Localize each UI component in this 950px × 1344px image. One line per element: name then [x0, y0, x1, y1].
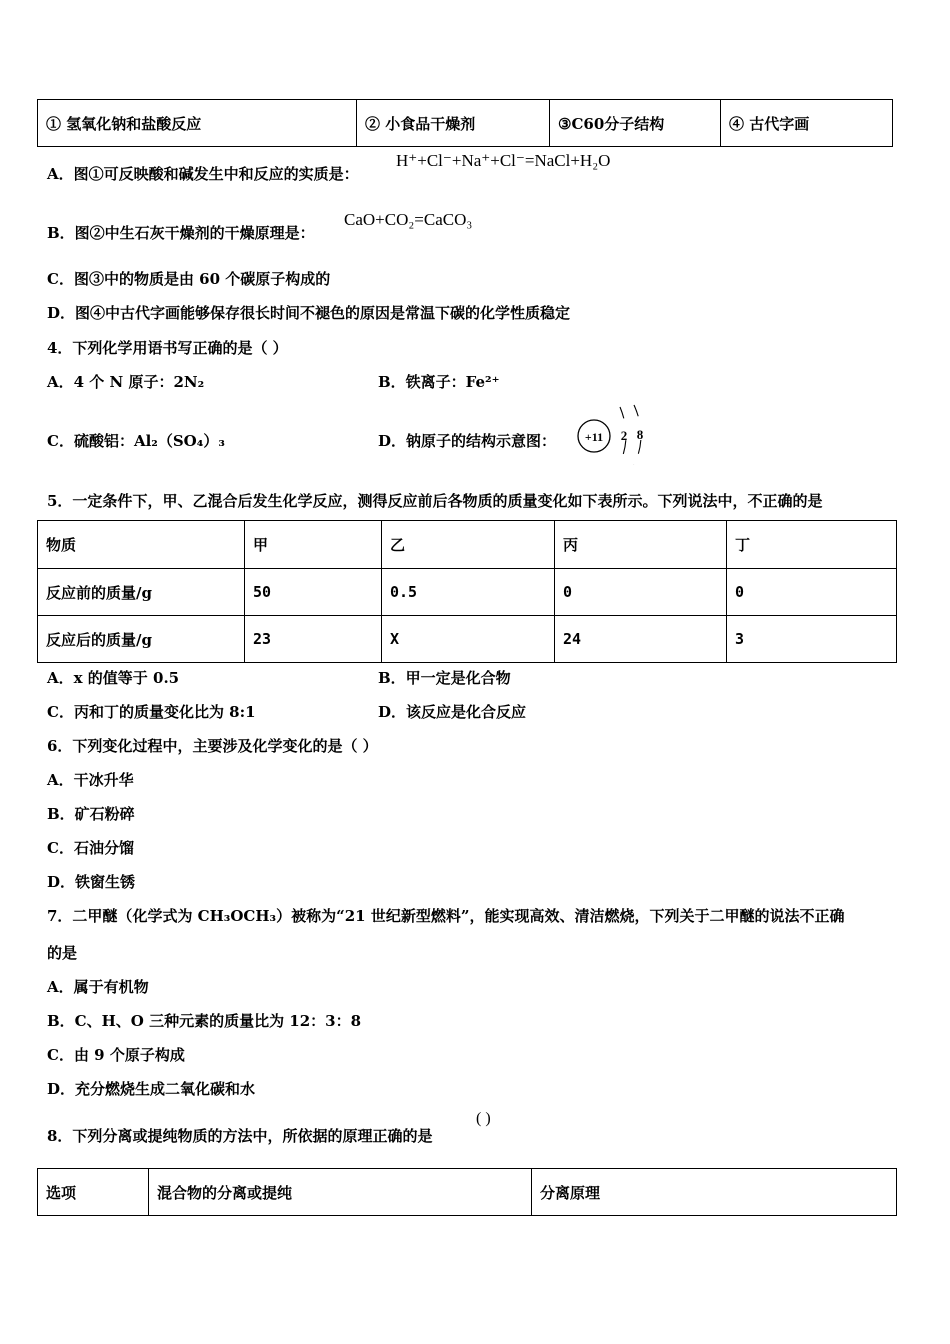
q6-option-c: C．石油分馏	[47, 839, 134, 857]
table-cell: 反应后的质量/g	[38, 616, 245, 663]
q6-stem: 6．下列变化过程中，主要涉及化学变化的是（ ）	[47, 737, 378, 755]
figure-caption-table	[37, 99, 893, 147]
q3-option-a-formula: H⁺+Cl⁻+Na⁺+Cl⁻=NaCl+H₂O	[396, 151, 611, 170]
q7-option-b: B．C、H、O 三种元素的质量比为 12：3：8	[47, 1012, 362, 1030]
table-row	[38, 616, 897, 663]
table-cell: 选项	[38, 1169, 149, 1216]
table-row	[38, 521, 897, 569]
q6-option-d: D．铁窗生锈	[47, 873, 136, 891]
q4-stem: 4．下列化学用语书写正确的是（ ）	[47, 339, 288, 357]
table-cell: 丙	[555, 521, 727, 569]
table-cell: 23	[245, 616, 382, 663]
q7-option-a: A．属于有机物	[47, 978, 149, 996]
sodium-atom-diagram	[574, 403, 650, 465]
q5-option-d: D．该反应是化合反应	[378, 703, 527, 721]
table-row	[38, 1169, 897, 1216]
q8-answer-paren: ( )	[476, 1110, 491, 1127]
q6-option-a: A．干冰升华	[47, 771, 134, 789]
q5-option-b: B．甲一定是化合物	[378, 669, 511, 687]
q5-option-a: A．x 的值等于 0.5	[47, 669, 180, 687]
caption-cell-2: ② 小食品干燥剂	[357, 100, 550, 147]
caption-cell-3: ③C60分子结构	[550, 100, 721, 147]
table-cell: 0.5	[382, 569, 555, 616]
q3-option-c: C．图③中的物质是由 60 个碳原子构成的	[47, 270, 331, 288]
q4-option-d: D．钠原子的结构示意图：	[378, 432, 557, 450]
q8-stem: 8．下列分离或提纯物质的方法中，所依据的原理正确的是	[47, 1127, 433, 1145]
shell-2-electrons: 8	[636, 427, 644, 442]
table-row	[38, 569, 897, 616]
table-cell: 丁	[727, 521, 897, 569]
table-cell: 甲	[245, 521, 382, 569]
q3-option-b-formula: CaO+CO₂=CaCO₃	[344, 210, 473, 229]
table-cell: X	[382, 616, 555, 663]
table-cell: 混合物的分离或提纯	[149, 1169, 532, 1216]
caption-cell-1: ① 氢氧化钠和盐酸反应	[38, 100, 357, 147]
q8-separation-table	[37, 1168, 897, 1216]
table-cell: 分离原理	[532, 1169, 897, 1216]
q4-option-b: B．铁离子：Fe²⁺	[378, 373, 500, 391]
table-cell: 0	[555, 569, 727, 616]
q4-option-c: C．硫酸铝：Al₂（SO₄）₃	[47, 432, 225, 450]
q5-option-c: C．丙和丁的质量变化比为 8:1	[47, 703, 256, 721]
table-cell: 3	[727, 616, 897, 663]
shell-1-electrons: 2	[620, 428, 628, 443]
table-cell: 50	[245, 569, 382, 616]
q7-stem-line-2: 的是	[47, 944, 78, 962]
q3-option-a-text: A．图①可反映酸和碱发生中和反应的实质是：	[47, 165, 359, 183]
table-cell: 乙	[382, 521, 555, 569]
q3-option-d: D．图④中古代字画能够保存很长时间不褪色的原因是常温下碳的化学性质稳定	[47, 304, 571, 322]
q5-stem: 5．一定条件下，甲、乙混合后发生化学反应，测得反应前后各物质的质量变化如下表所示。下列说法中，不正确的是	[47, 492, 823, 510]
table-cell: 物质	[38, 521, 245, 569]
nucleus-charge: +11	[584, 430, 604, 444]
table-cell: 反应前的质量/g	[38, 569, 245, 616]
q6-option-b: B．矿石粉碎	[47, 805, 135, 823]
table-cell: 0	[727, 569, 897, 616]
table-cell: 24	[555, 616, 727, 663]
q5-mass-table	[37, 520, 897, 663]
q3-option-b-text: B．图②中生石灰干燥剂的干燥原理是：	[47, 224, 315, 242]
caption-cell-4: ④ 古代字画	[721, 100, 893, 147]
q4-option-a: A．4 个 N 原子：2N₂	[47, 373, 205, 391]
q7-option-d: D．充分燃烧生成二氧化碳和水	[47, 1080, 256, 1098]
q7-option-c: C．由 9 个原子构成	[47, 1046, 185, 1064]
q7-stem-line-1: 7．二甲醚（化学式为 CH₃OCH₃）被称为“21 世纪新型燃料”，能实现高效、清洁燃烧，下列关于二甲醚的说法不正确	[47, 907, 845, 925]
